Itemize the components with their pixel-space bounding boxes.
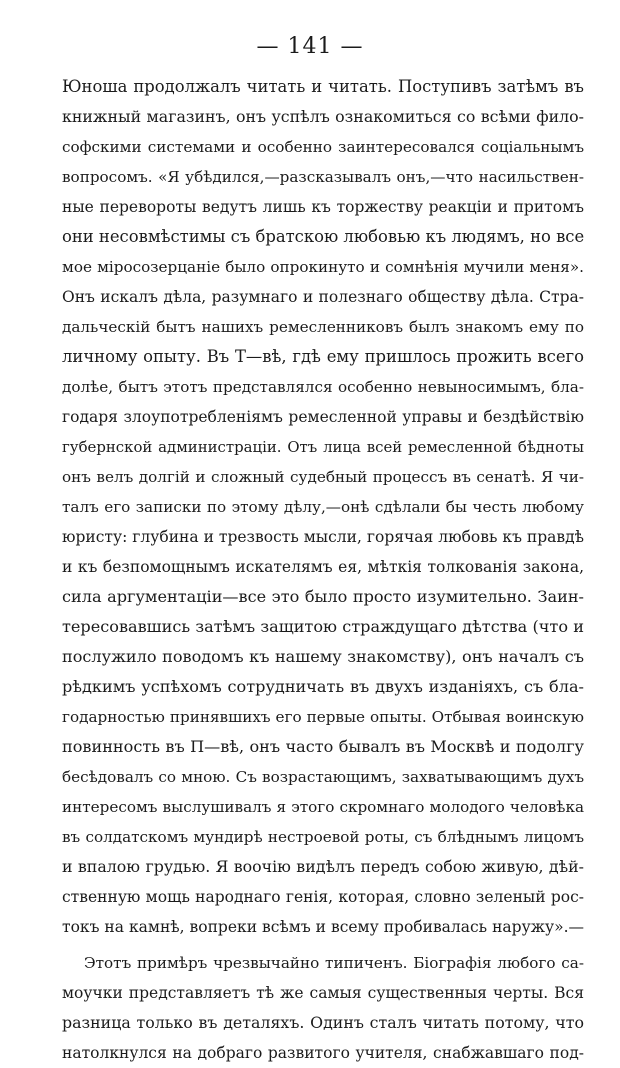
text-line: Юноша продолжалъ читать и читать. Поступивъ затѣмъ въ [62,77,584,96]
text-line: губернской администраціи. Отъ лица всей ремесленной бѣдноты [62,438,584,456]
text-line: тересовавшись затѣмъ защитою страждущаго дѣтства (что и [62,617,584,636]
page-number: — 141 — [256,34,364,59]
text-line: софскими системами и особенно заинтересовался соціальнымъ [62,138,584,156]
text-line: ные перевороты ведутъ лишь къ торжеству реакціи и притомъ [62,198,584,216]
text-line: и къ безпомощнымъ искателямъ ея, мѣткія толкованія закона, [62,558,584,576]
text-line: послужило поводомъ къ нашему знакомству), онъ началъ съ [62,647,584,666]
text-line: талъ его записки по этому дѣлу,—онѣ сдѣлали бы честь любому [62,498,584,516]
text-line: повинность въ П—вѣ, онъ часто бывалъ въ Москвѣ и подолгу [62,737,584,756]
text-line: дальческій бытъ нашихъ ремесленниковъ былъ знакомъ ему по [62,318,584,336]
text-line: онъ велъ долгій и сложный судебный процессъ въ сенатѣ. Я чи- [62,468,584,486]
text-line: въ солдатскомъ мундирѣ нестроевой роты, съ блѣднымъ лицомъ [62,828,584,846]
text-line: бесѣдовалъ со мною. Съ возрастающимъ, захватывающимъ духъ [62,768,584,786]
text-line: Этотъ примѣръ чрезвычайно типиченъ. Біографія любого са- [84,954,584,972]
text-line: сила аргументаціи—все это было просто изумительно. Заин- [62,587,584,606]
text-line: годарностью принявшихъ его первые опыты. Отбывая воинскую [62,708,584,726]
body-text [62,72,584,1068]
text-line: книжный магазинъ, онъ успѣлъ ознакомиться со всѣми фило- [62,107,584,126]
text-line: интересомъ выслушивалъ я этого скромнаго молодого человѣка [62,798,584,816]
text-line: ственную мощь народнаго генія, которая, словно зеленый рос- [62,888,584,906]
text-line: разница только въ деталяхъ. Одинъ сталъ читать потому, что [62,1013,584,1032]
text-line: рѣдкимъ успѣхомъ сотрудничать въ двухъ изданіяхъ, съ бла- [62,677,584,696]
text-line: натолкнулся на добраго развитого учителя, снабжавшаго под- [62,1044,584,1062]
text-line: долѣе, бытъ этотъ представлялся особенно невыносимымъ, бла- [62,378,584,396]
text-line: токъ на камнѣ, вопреки всѣмъ и всему пробивалась наружу».— [62,918,584,936]
text-line: Онъ искалъ дѣла, разумнаго и полезнаго обществу дѣла. Стра- [62,288,584,306]
text-line: годаря злоупотребленіямъ ремесленной управы и бездѣйствію [62,408,584,426]
text-line: они несовмѣстимы съ братскою любовью къ людямъ, но все [62,227,585,246]
text-line: личному опыту. Въ Т—вѣ, гдѣ ему пришлось прожить всего [62,347,584,366]
text-line: мое міросозерцаніе было опрокинуто и сомнѣнія мучили меня». [62,258,584,276]
text-line: и впалою грудью. Я воочію видѣлъ передъ собою живую, дѣй- [62,857,584,876]
text-line: юристу: глубина и трезвость мысли, горячая любовь къ правдѣ [62,528,584,546]
text-line: вопросомъ. «Я убѣдился,—разсказывалъ онъ,—что насильствен- [62,168,584,186]
text-line: моучки представляетъ тѣ же самыя существенныя черты. Вся [62,984,584,1002]
